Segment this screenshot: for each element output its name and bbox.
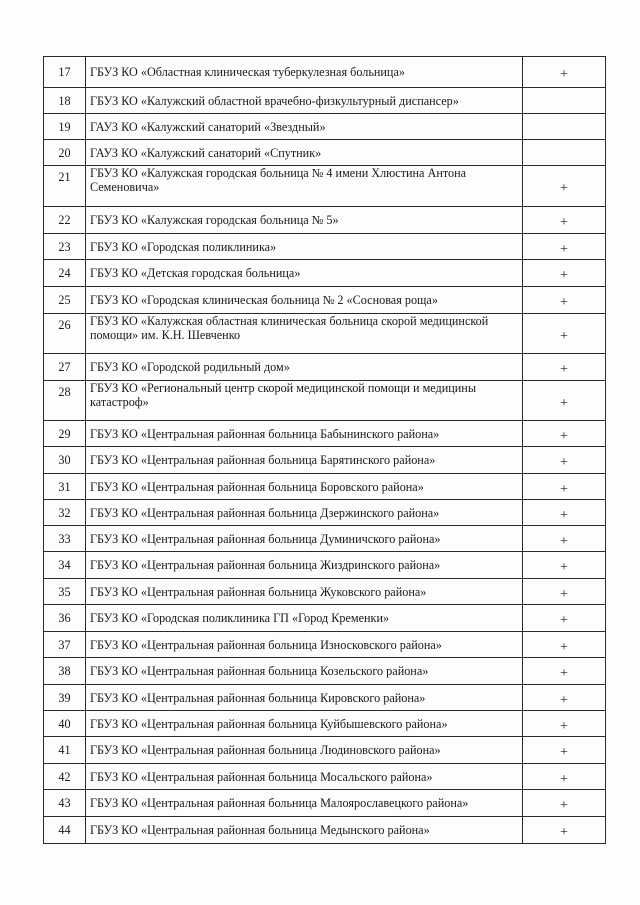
participation-mark: +	[523, 381, 606, 421]
institution-name: ГБУЗ КО «Центральная районная больница Износковского района»	[86, 632, 523, 658]
participation-mark: +	[523, 260, 606, 287]
institution-name: ГБУЗ КО «Центральная районная больница Барятинского района»	[86, 447, 523, 474]
institution-name: ГБУЗ КО «Центральная районная больница Козельского района»	[86, 658, 523, 685]
row-number: 29	[44, 421, 86, 447]
row-number: 20	[44, 140, 86, 166]
row-number: 26	[44, 314, 86, 354]
institution-name: ГБУЗ КО «Центральная районная больница Дзержинского района»	[86, 500, 523, 526]
participation-mark: +	[523, 447, 606, 474]
participation-mark	[523, 140, 606, 166]
row-number: 22	[44, 207, 86, 234]
participation-mark: +	[523, 354, 606, 381]
participation-mark: +	[523, 658, 606, 685]
row-number: 24	[44, 260, 86, 287]
participation-mark: +	[523, 57, 606, 88]
table-row	[44, 207, 606, 234]
institution-name: ГАУЗ КО «Калужский санаторий «Спутник»	[86, 140, 523, 166]
table-row	[44, 447, 606, 474]
row-number: 23	[44, 234, 86, 260]
row-number: 30	[44, 447, 86, 474]
table-row	[44, 381, 606, 421]
row-number: 33	[44, 526, 86, 552]
table-row	[44, 474, 606, 500]
participation-mark: +	[523, 207, 606, 234]
table-row	[44, 314, 606, 354]
participation-mark: +	[523, 421, 606, 447]
participation-mark: +	[523, 234, 606, 260]
table-row	[44, 817, 606, 844]
institution-name: ГБУЗ КО «Калужская городская больница № 5»	[86, 207, 523, 234]
participation-mark: +	[523, 817, 606, 844]
row-number: 42	[44, 764, 86, 790]
institution-name: ГБУЗ КО «Калужская областная клиническая больница скорой медицинской помощи» им. К.Н. Шевченко	[86, 314, 523, 354]
table-row	[44, 526, 606, 552]
table-row	[44, 790, 606, 817]
row-number: 18	[44, 88, 86, 114]
table-row	[44, 764, 606, 790]
participation-mark: +	[523, 500, 606, 526]
table-row	[44, 287, 606, 314]
table-row	[44, 500, 606, 526]
institution-name: ГБУЗ КО «Центральная районная больница Медынского района»	[86, 817, 523, 844]
institution-name: ГБУЗ КО «Городская клиническая больница № 2 «Сосновая роща»	[86, 287, 523, 314]
table-row	[44, 140, 606, 166]
row-number: 41	[44, 737, 86, 764]
participation-mark: +	[523, 552, 606, 579]
row-number: 27	[44, 354, 86, 381]
row-number: 39	[44, 685, 86, 711]
institution-name: ГБУЗ КО «Центральная районная больница Думиничского района»	[86, 526, 523, 552]
institution-name: ГБУЗ КО «Центральная районная больница Куйбышевского района»	[86, 711, 523, 737]
table-row	[44, 552, 606, 579]
table-row	[44, 421, 606, 447]
row-number: 44	[44, 817, 86, 844]
institution-name: ГБУЗ КО «Центральная районная больница Людиновского района»	[86, 737, 523, 764]
participation-mark: +	[523, 632, 606, 658]
table-row	[44, 166, 606, 207]
institution-name: ГБУЗ КО «Центральная районная больница Малоярославецкого района»	[86, 790, 523, 817]
row-number: 38	[44, 658, 86, 685]
participation-mark: +	[523, 287, 606, 314]
participation-mark	[523, 114, 606, 140]
institution-name: ГБУЗ КО «Городской родильный дом»	[86, 354, 523, 381]
row-number: 32	[44, 500, 86, 526]
participation-mark: +	[523, 526, 606, 552]
institution-name: ГАУЗ КО «Калужский санаторий «Звездный»	[86, 114, 523, 140]
row-number: 19	[44, 114, 86, 140]
participation-mark	[523, 88, 606, 114]
participation-mark: +	[523, 685, 606, 711]
participation-mark: +	[523, 579, 606, 605]
participation-mark: +	[523, 737, 606, 764]
table-row	[44, 354, 606, 381]
row-number: 28	[44, 381, 86, 421]
institution-name: ГБУЗ КО «Центральная районная больница Боровского района»	[86, 474, 523, 500]
participation-mark: +	[523, 474, 606, 500]
row-number: 40	[44, 711, 86, 737]
institution-name: ГБУЗ КО «Центральная районная больница Жуковского района»	[86, 579, 523, 605]
institution-name: ГБУЗ КО «Городская поликлиника»	[86, 234, 523, 260]
participation-mark: +	[523, 166, 606, 207]
participation-mark: +	[523, 790, 606, 817]
row-number: 21	[44, 166, 86, 207]
participation-mark: +	[523, 314, 606, 354]
table-row	[44, 234, 606, 260]
row-number: 17	[44, 57, 86, 88]
table-row	[44, 658, 606, 685]
institution-name: ГБУЗ КО «Региональный центр скорой медицинской помощи и медицины катастроф»	[86, 381, 523, 421]
table-row	[44, 114, 606, 140]
institution-name: ГБУЗ КО «Центральная районная больница Жиздринского района»	[86, 552, 523, 579]
participation-mark: +	[523, 711, 606, 737]
row-number: 25	[44, 287, 86, 314]
institution-name: ГБУЗ КО «Калужская городская больница № 4 имени Хлюстина Антона Семеновича»	[86, 166, 523, 207]
row-number: 35	[44, 579, 86, 605]
table-row	[44, 57, 606, 88]
institution-name: ГБУЗ КО «Городская поликлиника ГП «Город Кременки»	[86, 605, 523, 632]
table-row	[44, 88, 606, 114]
table-row	[44, 711, 606, 737]
participation-mark: +	[523, 605, 606, 632]
institution-name: ГБУЗ КО «Центральная районная больница Мосальского района»	[86, 764, 523, 790]
table-row	[44, 685, 606, 711]
institution-name: ГБУЗ КО «Детская городская больница»	[86, 260, 523, 287]
institution-name: ГБУЗ КО «Областная клиническая туберкулезная больница»	[86, 57, 523, 88]
participation-mark: +	[523, 764, 606, 790]
table-row	[44, 632, 606, 658]
institution-name: ГБУЗ КО «Центральная районная больница Бабынинского района»	[86, 421, 523, 447]
table-row	[44, 605, 606, 632]
registry-table	[43, 56, 606, 844]
table-row	[44, 260, 606, 287]
row-number: 31	[44, 474, 86, 500]
row-number: 36	[44, 605, 86, 632]
table-row	[44, 737, 606, 764]
institution-name: ГБУЗ КО «Центральная районная больница Кировского района»	[86, 685, 523, 711]
institution-name: ГБУЗ КО «Калужский областной врачебно-физкультурный диспансер»	[86, 88, 523, 114]
row-number: 34	[44, 552, 86, 579]
row-number: 37	[44, 632, 86, 658]
table-row	[44, 579, 606, 605]
row-number: 43	[44, 790, 86, 817]
